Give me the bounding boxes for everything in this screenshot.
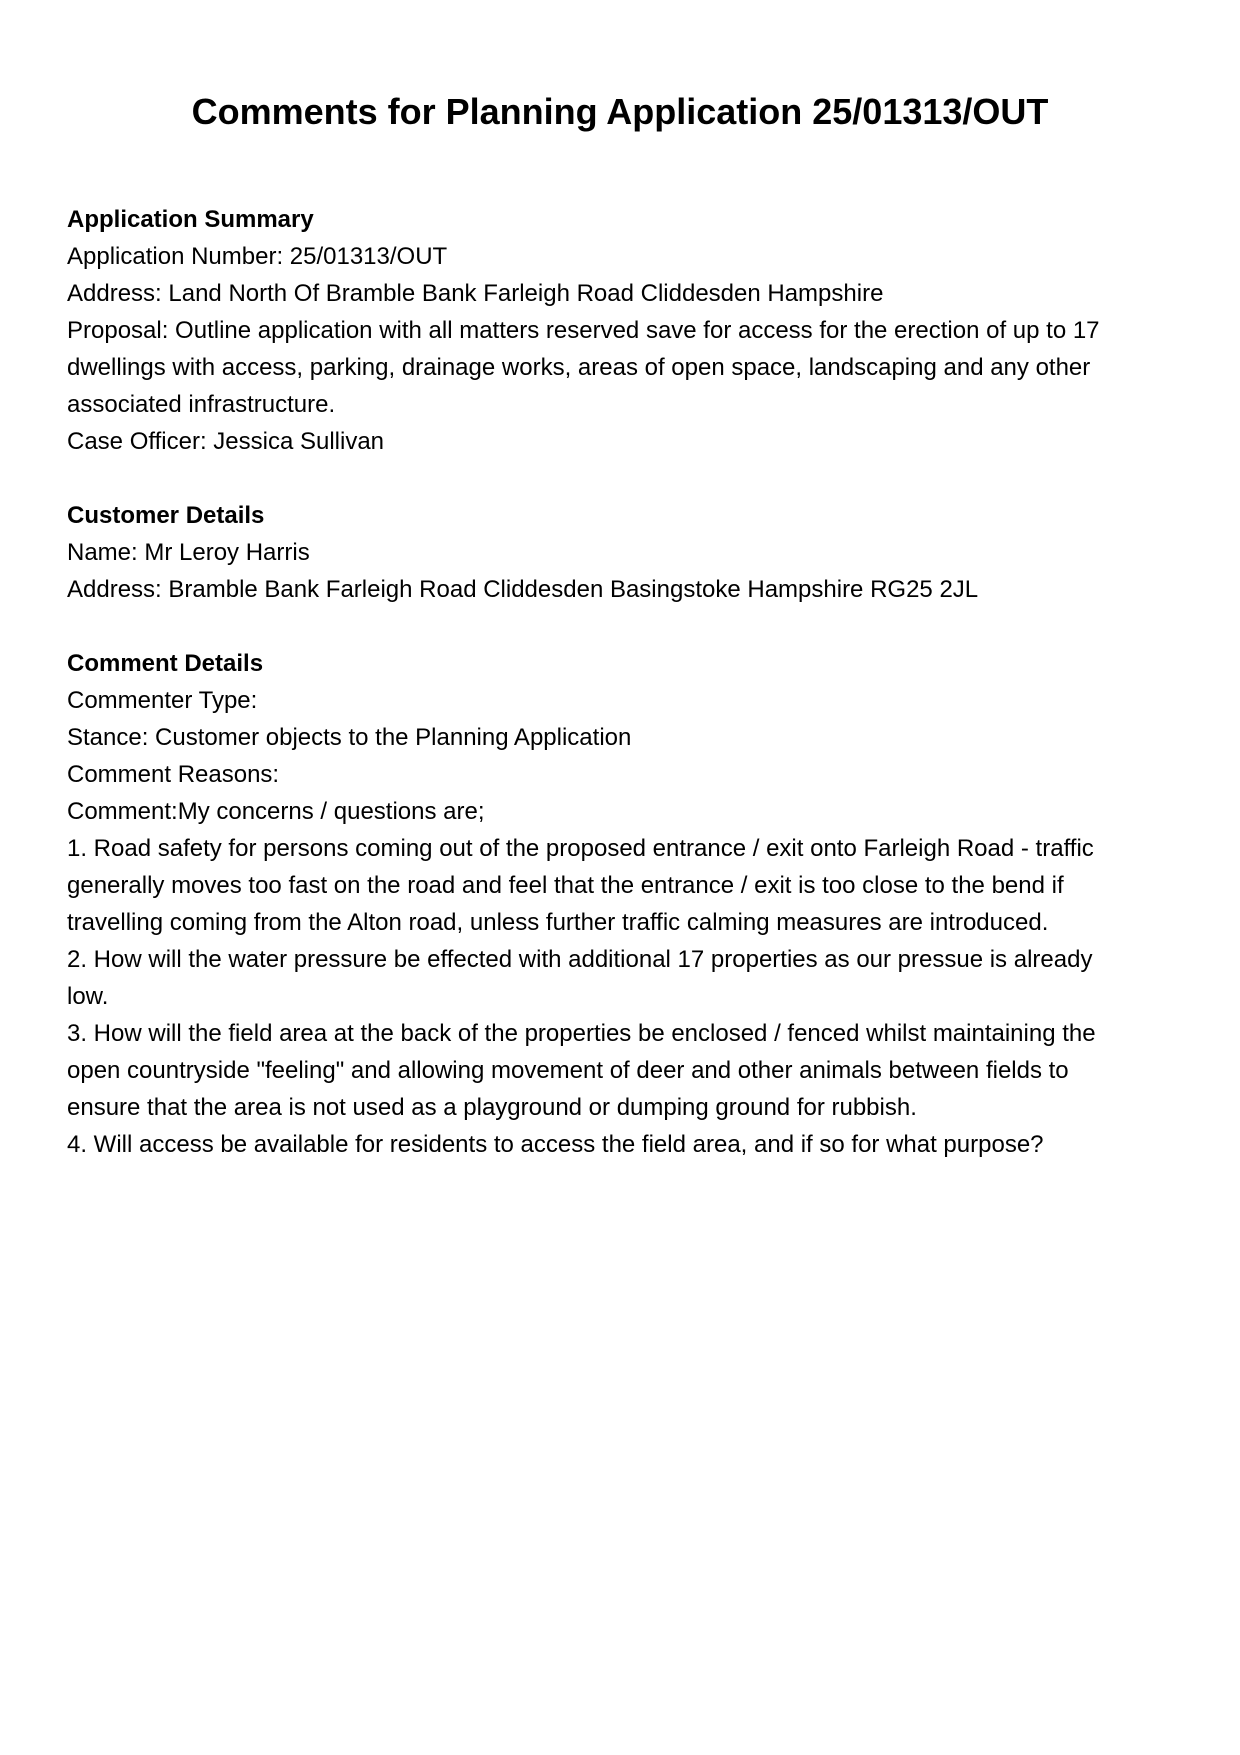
document-content [67,201,1180,1163]
section-heading: Customer Details [67,502,265,530]
document-line: Case Officer: Jessica Sullivan [67,428,385,456]
section-application-summary [67,201,1180,460]
document-line: travelling coming from the Alton road, unless further traffic calming measures are introduced. [67,909,1049,937]
document-line: Comment Reasons: [67,761,280,789]
page-title: Comments for Planning Application 25/01313/OUT [191,91,1049,132]
section-customer-details [67,497,1180,608]
document-line: 1. Road safety for persons coming out of the proposed entrance / exit onto Farleigh Road - traffic [67,835,1094,863]
document-line: ensure that the area is not used as a playground or dumping ground for rubbish. [67,1094,917,1122]
document-line: generally moves too fast on the road and feel that the entrance / exit is too close to the bend if [67,872,1064,900]
document-line: 4. Will access be available for residents to access the field area, and if so for what purpose? [67,1131,1044,1159]
document-line: Name: Mr Leroy Harris [67,539,310,567]
document-line: Proposal: Outline application with all matters reserved save for access for the erection of up to 17 [67,317,1100,345]
document-line: Comment:My concerns / questions are; [67,798,485,826]
section-heading: Application Summary [67,206,314,234]
document-line: Address: Bramble Bank Farleigh Road Cliddesden Basingstoke Hampshire RG25 2JL [67,576,979,604]
document-line: dwellings with access, parking, drainage works, areas of open space, landscaping and any other [67,354,1091,382]
document-line: 2. How will the water pressure be effected with additional 17 properties as our pressue is already [67,946,1093,974]
document-line: open countryside "feeling" and allowing movement of deer and other animals between fields to [67,1057,1069,1085]
document-line: Address: Land North Of Bramble Bank Farleigh Road Cliddesden Hampshire [67,280,884,308]
document-line: associated infrastructure. [67,391,336,419]
document-line: Stance: Customer objects to the Planning Application [67,724,632,752]
section-comment-details [67,645,1180,1163]
document-line: 3. How will the field area at the back of the properties be enclosed / fenced whilst maintaining the [67,1020,1096,1048]
document-line: Commenter Type: [67,687,258,715]
document-line: low. [67,983,109,1011]
document-line: Application Number: 25/01313/OUT [67,243,448,271]
section-heading: Comment Details [67,650,264,678]
